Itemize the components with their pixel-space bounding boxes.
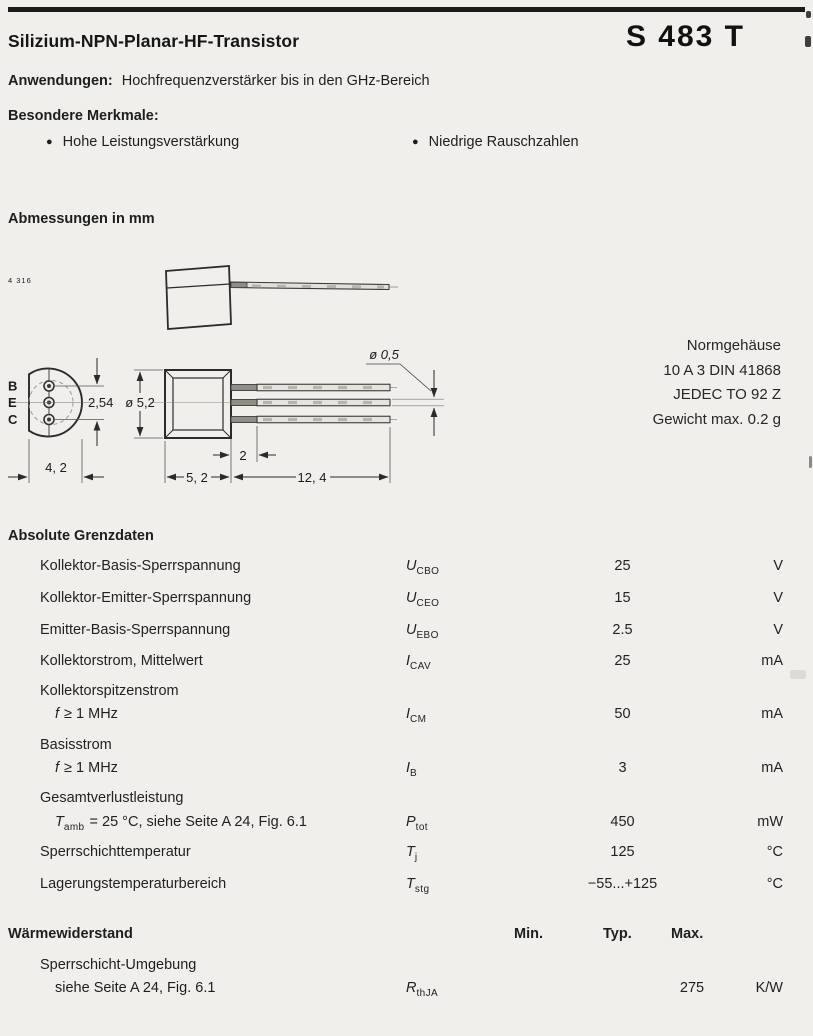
lead — [231, 416, 397, 423]
feature-label: Niedrige Rauschzahlen — [428, 134, 579, 150]
param-condition — [40, 758, 406, 784]
dim-flat-width: 4, 2 — [45, 460, 67, 475]
symbol-letter: U — [406, 590, 417, 606]
param-condition: siehe Seite A 24, Fig. 6.1 — [55, 980, 216, 996]
param-unit: °C — [766, 844, 783, 860]
spec-row — [0, 758, 813, 784]
symbol-letter: U — [406, 558, 417, 574]
param-symbol — [406, 651, 555, 677]
condition-subscript: amb — [63, 821, 85, 833]
symbol-letter: I — [406, 653, 411, 669]
feature-label: Hohe Leistungsverstärkung — [62, 134, 240, 150]
param-name: Gesamtverlustleistung — [40, 790, 184, 806]
param-value: 3 — [618, 760, 627, 776]
symbol-subscript: tot — [415, 821, 428, 833]
param-unit: V — [773, 558, 783, 574]
spec-row — [0, 681, 813, 701]
param-symbol — [406, 758, 555, 784]
dim-lead-stub: 2 — [239, 448, 247, 463]
param-value: 450 — [610, 814, 635, 830]
param-symbol — [406, 812, 555, 838]
bullet-icon: ● — [46, 136, 53, 148]
dimensions-heading: Abmessungen in mm — [8, 211, 155, 227]
scan-artifact — [805, 36, 811, 47]
param-unit: mW — [757, 814, 783, 830]
param-symbol — [406, 588, 555, 614]
symbol-subscript: CM — [410, 713, 427, 725]
case-info-line: JEDEC TO 92 Z — [673, 386, 781, 403]
condition-symbol: T — [55, 814, 64, 830]
applications-label: Anwendungen: — [8, 73, 113, 89]
symbol-letter: P — [406, 814, 416, 830]
condition-text: ≥ 1 MHz — [64, 706, 118, 722]
col-min: Min. — [514, 926, 543, 942]
param-value: 25 — [614, 653, 631, 669]
param-symbol — [406, 842, 555, 868]
lead — [231, 399, 390, 406]
param-unit: V — [773, 590, 783, 606]
symbol-subscript: CAV — [410, 660, 432, 672]
condition-symbol: f — [55, 760, 60, 776]
scan-artifact — [809, 456, 812, 468]
param-name: Kollektor-Emitter-Sperrspannung — [40, 590, 252, 606]
spec-row — [0, 735, 813, 755]
param-name: Kollektorspitzenstrom — [40, 683, 179, 699]
symbol-subscript: CBO — [416, 565, 440, 577]
symbol-letter: R — [406, 980, 417, 996]
applications-text: Hochfrequenzverstärker bis in den GHz-Bereich — [121, 73, 430, 89]
symbol-letter: U — [406, 622, 417, 638]
symbol-letter: I — [406, 760, 411, 776]
part-number: S 483 T — [625, 20, 745, 53]
feature-item — [46, 134, 239, 150]
col-typ: Typ. — [603, 926, 632, 942]
spec-row — [0, 651, 813, 677]
symbol-letter: T — [406, 876, 415, 892]
pin-label-c: C — [8, 412, 18, 427]
param-value: 2.5 — [612, 622, 633, 638]
page-title: Silizium-NPN-Planar-HF-Transistor — [8, 31, 300, 51]
param-symbol — [406, 556, 555, 582]
condition-text: = 25 °C, siehe Seite A 24, Fig. 6.1 — [89, 814, 307, 830]
param-max-value: 275 — [679, 980, 705, 996]
side-view — [166, 266, 398, 329]
dim-body-height: ø 5,2 — [125, 395, 155, 410]
condition-symbol: f — [55, 706, 60, 722]
param-symbol — [406, 874, 555, 900]
bullet-icon: ● — [412, 136, 419, 148]
dim-lead-dia: ø 0,5 — [369, 347, 399, 362]
pin-label-e: E — [8, 395, 17, 410]
param-value: 50 — [614, 706, 631, 722]
symbol-subscript: B — [410, 767, 418, 779]
symbol-subscript: CEO — [416, 597, 440, 609]
param-unit: mA — [761, 653, 783, 669]
spec-row — [0, 788, 813, 808]
symbol-subscript: EBO — [416, 629, 439, 641]
case-info-line: 10 A 3 DIN 41868 — [663, 361, 781, 379]
thermal-header-row — [0, 926, 813, 946]
scan-artifact — [806, 11, 811, 18]
symbol-letter: T — [406, 844, 415, 860]
param-unit: V — [773, 622, 783, 638]
param-name: Kollektor-Basis-Sperrspannung — [40, 558, 241, 574]
lead — [231, 384, 397, 391]
spec-row — [0, 704, 813, 730]
figure-note: 4 316 — [8, 276, 32, 285]
param-name: Lagerungstemperaturbereich — [40, 876, 227, 892]
param-unit: °C — [766, 876, 783, 892]
case-info-line: Gewicht max. 0.2 g — [652, 410, 781, 428]
spec-row — [0, 812, 813, 838]
param-name: Kollektorstrom, Mittelwert — [40, 653, 203, 669]
param-value: 25 — [614, 558, 631, 574]
param-value: 15 — [614, 590, 631, 606]
dim-body-width: 5, 2 — [186, 470, 208, 485]
param-unit: K/W — [755, 980, 783, 996]
condition-text: ≥ 1 MHz — [64, 760, 118, 776]
param-value: −55...+125 — [587, 876, 658, 892]
spec-row — [0, 842, 813, 868]
param-unit: mA — [761, 760, 783, 776]
param-condition — [40, 704, 406, 730]
limits-heading: Absolute Grenzdaten — [8, 528, 154, 544]
dim-pin-pitch: 2,54 — [88, 395, 114, 410]
param-name: Emitter-Basis-Sperrspannung — [40, 622, 231, 638]
scan-artifact — [790, 670, 806, 679]
symbol-subscript: j — [414, 851, 418, 863]
param-name: Basisstrom — [40, 737, 112, 753]
param-condition — [40, 812, 406, 838]
dimension-drawing — [0, 250, 560, 495]
front-view — [8, 347, 444, 485]
param-unit: mA — [761, 706, 783, 722]
spec-row — [0, 620, 813, 646]
spec-row — [0, 556, 813, 582]
param-name: Sperrschicht-Umgebung — [40, 957, 197, 973]
param-symbol — [406, 620, 555, 646]
param-name: Sperrschichttemperatur — [40, 844, 191, 860]
pin-label-b: B — [8, 378, 18, 394]
features-heading: Besondere Merkmale: — [8, 108, 159, 124]
symbol-letter: I — [406, 706, 411, 722]
bottom-view — [8, 358, 113, 446]
top-rule — [8, 7, 805, 12]
param-value: 125 — [610, 844, 635, 860]
spec-row — [0, 874, 813, 900]
case-info-line: Normgehäuse — [686, 337, 781, 354]
col-max: Max. — [671, 926, 704, 942]
symbol-subscript: stg — [414, 883, 430, 895]
param-symbol — [406, 980, 438, 999]
symbol-subscript: thJA — [416, 987, 439, 999]
case-info — [480, 334, 781, 432]
feature-item — [412, 134, 579, 150]
spec-row — [0, 588, 813, 614]
applications-line — [8, 73, 430, 89]
param-symbol — [406, 704, 555, 730]
thermal-heading: Wärmewiderstand — [8, 926, 133, 942]
dim-lead-length: 12, 4 — [297, 470, 327, 485]
